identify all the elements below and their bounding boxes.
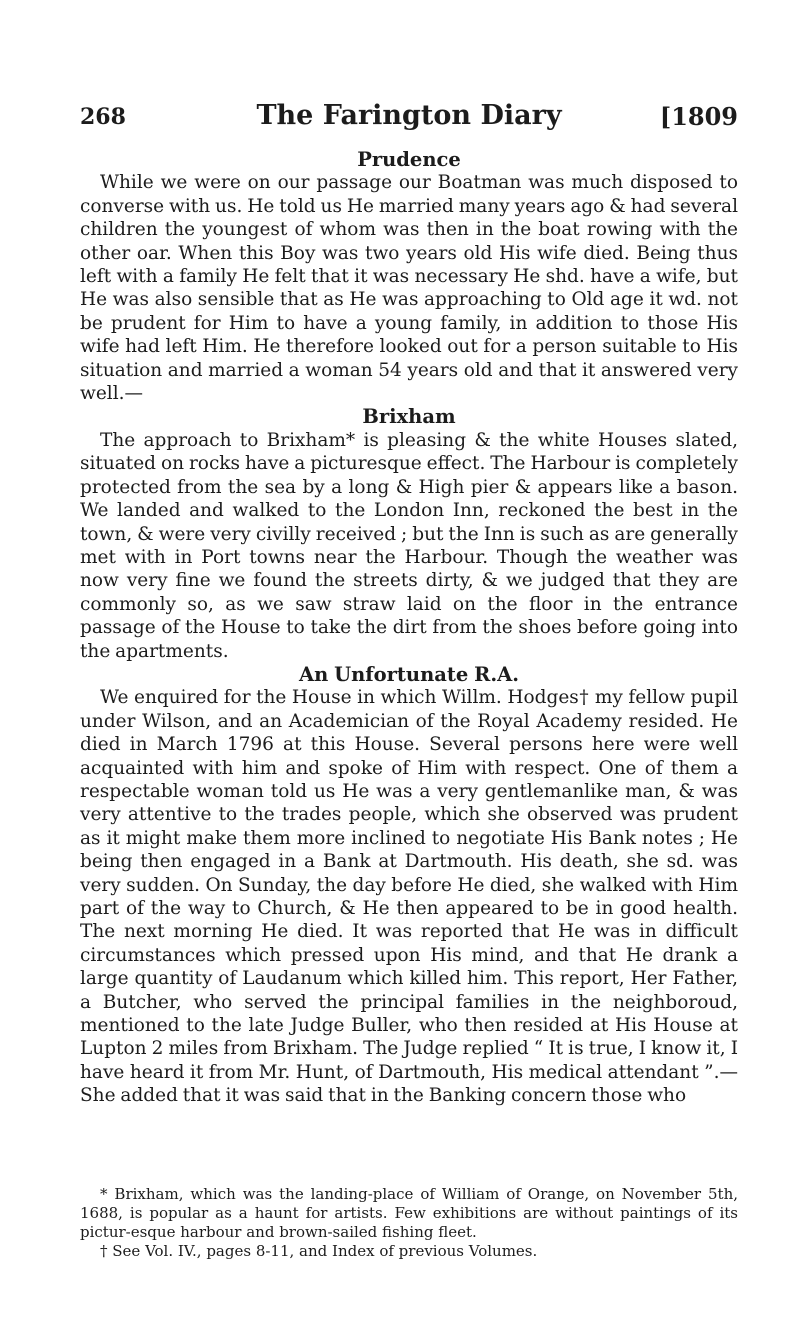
- footnote-brixham: * Brixham, which was the landing-place of William of Orange, on November 5th, 1688, is popular as a haunt for artists. Few exhibitions are without paintings of its pictur-esque harbour and brown-sailed fishing fleet.: [80, 1185, 738, 1241]
- page-number: 268: [80, 104, 126, 130]
- section-heading-unfortunate-ra: An Unfortunate R.A.: [298, 662, 520, 686]
- paragraph-unfortunate-ra: We enquired for the House in which Willm. Hodges† my fellow pupil under Wilson, and an Academician of the Royal Academy resided. He died in March 1796 at this House. Several persons here were well acquainted with him and spoke of Him with respect. One of them a respectable woman told us He was a very gentlemanlike man, & was very attentive to the trades people, which she observed was prudent as it might make them more inclined to negotiate His Bank notes ; He being then engaged in a Bank at Dartmouth. His death, she sd. was very sudden. On Sunday, the day before He died, she walked with Him part of the way to Church, & He then appeared to be in good health. The next morning He died. It was reported that He was in difficult circumstances which pressed upon His mind, and that He drank a large quantity of Laudanum which killed him. This report, Her Father, a Butcher, who served the principal families in the neighboroud, mentioned to the late Judge Buller, who then resided at His House at Lupton 2 miles from Brixham. The Judge replied “ It is true, I know it, I have heard it from Mr. Hunt, of Dartmouth, His medical attendant ”.— She added that it was said that in the Banking concern those who: [80, 687, 738, 1107]
- main-text: [80, 148, 738, 1108]
- section-heading-prudence: Prudence: [357, 148, 461, 171]
- footnote-hodges: † See Vol. IV., pages 8-11, and Index of previous Volumes.: [100, 1242, 538, 1260]
- running-title: The Farington Diary: [256, 100, 562, 131]
- section-heading-brixham: Brixham: [362, 405, 456, 429]
- footnotes: [80, 1185, 738, 1261]
- paragraph-brixham: The approach to Brixham* is pleasing & the white Houses slated, situated on rocks have a picturesque effect. The Harbour is completely protected from the sea by a long & High pier & appears like a bason. We landed and walked to the London Inn, reckoned the best in the town, & were very civilly received ; but the Inn is such as are generally met with in Port towns near the Harbour. Though the weather was now very fine we found the streets dirty, & we judged that they are commonly so, as we saw straw laid on the floor in the entrance passage of the House to take the dirt from the shoes before going into the apartments.: [80, 429, 738, 662]
- paragraph-prudence: While we were on our passage our Boatman was much disposed to converse with us. He told us He married many years ago & had several children the youngest of whom was then in the boat rowing with the other oar. When this Boy was two years old His wife died. Being thus left with a family He felt that it was necessary He shd. have a wife, but He was also sensible that as He was approaching to Old age it wd. not be prudent for Him to have a young family, in addition to those His wife had left Him. He therefore looked out for a person suitable to His situation and married a woman 54 years old and that it answered very well.—: [80, 172, 738, 405]
- running-header: [80, 100, 738, 140]
- header-year: [1809: [659, 102, 738, 131]
